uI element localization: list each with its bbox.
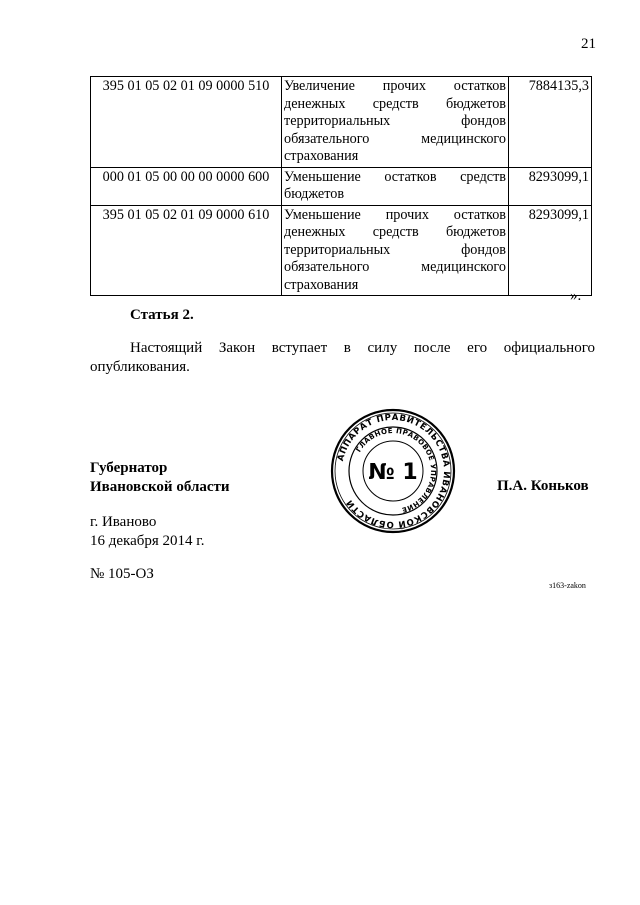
table-cell-name: [282, 77, 509, 168]
table-cell-name: [282, 205, 509, 296]
name-line: Увеличение прочих остатков: [284, 78, 506, 94]
table-row: [91, 205, 592, 296]
table-cell-amount: 8293099,1: [509, 167, 592, 205]
date: 16 декабря 2014 г.: [90, 533, 205, 549]
seal-outer-text: АППАРАТ ПРАВИТЕЛЬСТВА ИВАНОВСКОЙ ОБЛАСТИ: [335, 412, 452, 530]
name-line: обязательного медицинского: [284, 130, 506, 147]
signer-region: Ивановской области: [90, 479, 230, 495]
signer-name: П.А. Коньков: [497, 478, 589, 494]
table-cell-code: 395 01 05 02 01 09 0000 510: [91, 77, 282, 168]
budget-sources-table: [90, 76, 592, 296]
article-title: Статья 2.: [130, 307, 194, 323]
table-cell-amount: 7884135,3: [509, 77, 592, 168]
official-seal-stamp: [330, 408, 456, 534]
name-line: страхования: [284, 276, 359, 293]
name-line: денежных средств бюджетов: [284, 224, 506, 240]
signer-title: [90, 459, 230, 497]
name-line: бюджетов: [284, 186, 345, 202]
table-cell-code: 395 01 05 02 01 09 0000 610: [91, 205, 282, 296]
file-reference: з163-zakon: [549, 581, 586, 590]
signer-position: Губернатор: [90, 460, 168, 476]
place-and-date: [90, 513, 205, 551]
article-text-line: опубликования.: [90, 359, 190, 375]
table-cell-amount: 8293099,1: [509, 205, 592, 296]
article-text-line: Настоящий Закон вступает в силу после его официального: [130, 340, 595, 356]
name-line: Уменьшение остатков средств: [284, 168, 506, 185]
page-number: 21: [581, 36, 596, 52]
name-line: Уменьшение прочих остатков: [284, 206, 506, 223]
law-number: № 105-ОЗ: [90, 566, 154, 582]
seal-center-number: № 1: [368, 460, 418, 485]
table-cell-name: [282, 167, 509, 205]
name-line: страхования: [284, 148, 359, 164]
seal-inner-text: ГЛАВНОЕ ПРАВОВОЕ УПРАВЛЕНИЕ: [354, 426, 438, 514]
table-row: [91, 77, 592, 168]
name-line: территориальных фондов: [284, 241, 506, 258]
table-cell-code: 000 01 05 00 00 00 0000 600: [91, 167, 282, 205]
name-line: обязательного медицинского: [284, 259, 506, 275]
closing-quote: ».: [570, 288, 582, 304]
name-line: денежных средств бюджетов: [284, 95, 506, 112]
table-row: [91, 167, 592, 205]
name-line: территориальных фондов: [284, 113, 506, 129]
article-text: [90, 339, 595, 377]
place: г. Иваново: [90, 514, 157, 530]
